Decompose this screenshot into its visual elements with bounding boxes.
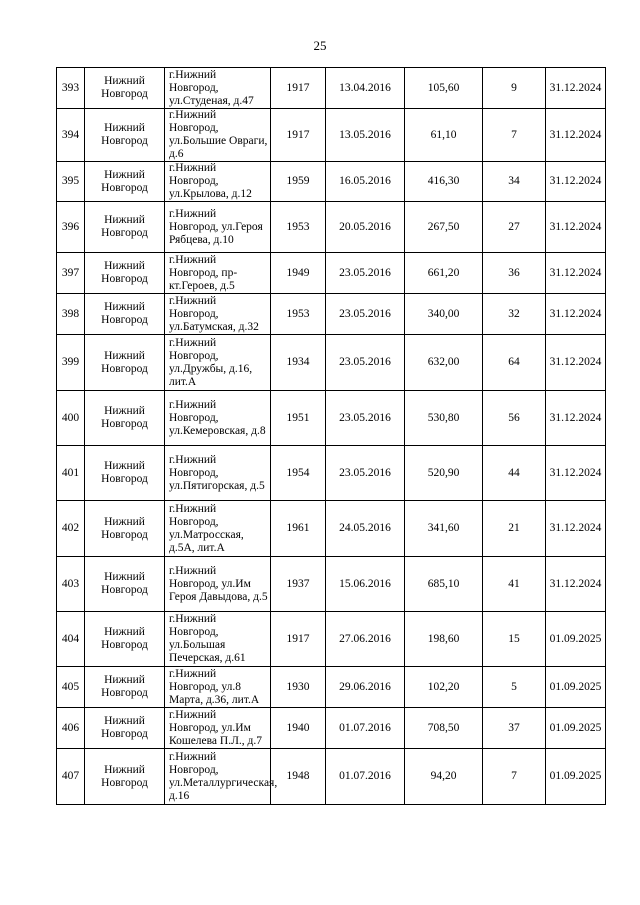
row-number-cell: 406: [57, 708, 85, 749]
area-cell: 520,90: [405, 446, 483, 501]
year-built-cell: 1940: [271, 708, 326, 749]
table-row: [57, 391, 606, 446]
year-built-cell: 1961: [271, 501, 326, 557]
table-row: [57, 446, 606, 501]
address-cell: г.Нижний Новгород, пр-кт.Героев, д.5: [165, 253, 271, 294]
date-cell: 15.06.2016: [326, 557, 405, 612]
count-cell: 7: [483, 109, 546, 162]
count-cell: 41: [483, 557, 546, 612]
city-cell: Нижний Новгород: [85, 391, 165, 446]
page-number: 25: [313, 38, 327, 53]
date-cell: 01.07.2016: [326, 749, 405, 805]
year-built-cell: 1953: [271, 202, 326, 253]
deadline-cell: 31.12.2024: [546, 162, 606, 202]
area-cell: 198,60: [405, 612, 483, 667]
count-cell: 21: [483, 501, 546, 557]
city-cell: Нижний Новгород: [85, 109, 165, 162]
date-cell: 23.05.2016: [326, 294, 405, 335]
address-cell: г.Нижний Новгород, ул.Крылова, д.12: [165, 162, 271, 202]
table-row: [57, 501, 606, 557]
count-cell: 64: [483, 335, 546, 391]
row-number-cell: 402: [57, 501, 85, 557]
year-built-cell: 1951: [271, 391, 326, 446]
table-row: [57, 557, 606, 612]
table-row: [57, 68, 606, 109]
deadline-cell: 01.09.2025: [546, 708, 606, 749]
year-built-cell: 1948: [271, 749, 326, 805]
table-row: [57, 667, 606, 708]
row-number-cell: 407: [57, 749, 85, 805]
row-number-cell: 393: [57, 68, 85, 109]
address-cell: г.Нижний Новгород, ул.Студеная, д.47: [165, 68, 271, 109]
address-cell: г.Нижний Новгород, ул.Героя Рябцева, д.10: [165, 202, 271, 253]
city-cell: Нижний Новгород: [85, 501, 165, 557]
count-cell: 56: [483, 391, 546, 446]
table-row: [57, 335, 606, 391]
year-built-cell: 1959: [271, 162, 326, 202]
deadline-cell: 31.12.2024: [546, 202, 606, 253]
deadline-cell: 31.12.2024: [546, 446, 606, 501]
area-cell: 102,20: [405, 667, 483, 708]
row-number-cell: 404: [57, 612, 85, 667]
deadline-cell: 31.12.2024: [546, 501, 606, 557]
area-cell: 341,60: [405, 501, 483, 557]
city-cell: Нижний Новгород: [85, 335, 165, 391]
year-built-cell: 1917: [271, 68, 326, 109]
area-cell: 708,50: [405, 708, 483, 749]
date-cell: 23.05.2016: [326, 335, 405, 391]
count-cell: 32: [483, 294, 546, 335]
count-cell: 34: [483, 162, 546, 202]
date-cell: 13.05.2016: [326, 109, 405, 162]
count-cell: 36: [483, 253, 546, 294]
city-cell: Нижний Новгород: [85, 162, 165, 202]
address-cell: г.Нижний Новгород, ул.Кемеровская, д.8: [165, 391, 271, 446]
address-cell: г.Нижний Новгород, ул.Им Кошелева П.Л., д.7: [165, 708, 271, 749]
count-cell: 44: [483, 446, 546, 501]
date-cell: 23.05.2016: [326, 446, 405, 501]
year-built-cell: 1937: [271, 557, 326, 612]
year-built-cell: 1954: [271, 446, 326, 501]
city-cell: Нижний Новгород: [85, 557, 165, 612]
date-cell: 29.06.2016: [326, 667, 405, 708]
address-cell: г.Нижний Новгород, ул.Дружбы, д.16, лит.А: [165, 335, 271, 391]
date-cell: 01.07.2016: [326, 708, 405, 749]
table-row: [57, 749, 606, 805]
deadline-cell: 31.12.2024: [546, 253, 606, 294]
year-built-cell: 1917: [271, 109, 326, 162]
city-cell: Нижний Новгород: [85, 202, 165, 253]
table-row: [57, 612, 606, 667]
address-cell: г.Нижний Новгород, ул.8 Марта, д.36, лит.А: [165, 667, 271, 708]
city-cell: Нижний Новгород: [85, 612, 165, 667]
row-number-cell: 403: [57, 557, 85, 612]
city-cell: Нижний Новгород: [85, 294, 165, 335]
count-cell: 37: [483, 708, 546, 749]
deadline-cell: 31.12.2024: [546, 391, 606, 446]
area-cell: 661,20: [405, 253, 483, 294]
city-cell: Нижний Новгород: [85, 68, 165, 109]
deadline-cell: 01.09.2025: [546, 612, 606, 667]
year-built-cell: 1917: [271, 612, 326, 667]
area-cell: 61,10: [405, 109, 483, 162]
area-cell: 632,00: [405, 335, 483, 391]
area-cell: 94,20: [405, 749, 483, 805]
address-cell: г.Нижний Новгород, ул.Металлургическая, д.16: [165, 749, 271, 805]
table-row: [57, 253, 606, 294]
deadline-cell: 31.12.2024: [546, 68, 606, 109]
table-row: [57, 294, 606, 335]
city-cell: Нижний Новгород: [85, 446, 165, 501]
row-number-cell: 405: [57, 667, 85, 708]
deadline-cell: 31.12.2024: [546, 557, 606, 612]
date-cell: 13.04.2016: [326, 68, 405, 109]
row-number-cell: 401: [57, 446, 85, 501]
deadline-cell: 01.09.2025: [546, 749, 606, 805]
date-cell: 20.05.2016: [326, 202, 405, 253]
year-built-cell: 1934: [271, 335, 326, 391]
table-row: [57, 109, 606, 162]
area-cell: 267,50: [405, 202, 483, 253]
address-cell: г.Нижний Новгород, ул.Большие Овраги, д.6: [165, 109, 271, 162]
date-cell: 23.05.2016: [326, 253, 405, 294]
area-cell: 416,30: [405, 162, 483, 202]
deadline-cell: 01.09.2025: [546, 667, 606, 708]
housing-registry-table: [56, 67, 606, 805]
count-cell: 7: [483, 749, 546, 805]
date-cell: 16.05.2016: [326, 162, 405, 202]
row-number-cell: 397: [57, 253, 85, 294]
row-number-cell: 394: [57, 109, 85, 162]
count-cell: 9: [483, 68, 546, 109]
year-built-cell: 1949: [271, 253, 326, 294]
city-cell: Нижний Новгород: [85, 708, 165, 749]
year-built-cell: 1930: [271, 667, 326, 708]
address-cell: г.Нижний Новгород, ул.Пятигорская, д.5: [165, 446, 271, 501]
date-cell: 23.05.2016: [326, 391, 405, 446]
city-cell: Нижний Новгород: [85, 749, 165, 805]
date-cell: 27.06.2016: [326, 612, 405, 667]
address-cell: г.Нижний Новгород, ул.Матросская, д.5А, лит.А: [165, 501, 271, 557]
date-cell: 24.05.2016: [326, 501, 405, 557]
table-row: [57, 708, 606, 749]
area-cell: 340,00: [405, 294, 483, 335]
deadline-cell: 31.12.2024: [546, 109, 606, 162]
area-cell: 105,60: [405, 68, 483, 109]
table-row: [57, 162, 606, 202]
row-number-cell: 396: [57, 202, 85, 253]
address-cell: г.Нижний Новгород, ул.Батумская, д.32: [165, 294, 271, 335]
city-cell: Нижний Новгород: [85, 253, 165, 294]
city-cell: Нижний Новгород: [85, 667, 165, 708]
deadline-cell: 31.12.2024: [546, 294, 606, 335]
deadline-cell: 31.12.2024: [546, 335, 606, 391]
area-cell: 685,10: [405, 557, 483, 612]
count-cell: 15: [483, 612, 546, 667]
row-number-cell: 398: [57, 294, 85, 335]
row-number-cell: 399: [57, 335, 85, 391]
area-cell: 530,80: [405, 391, 483, 446]
address-cell: г.Нижний Новгород, ул.Им Героя Давыдова, д.5: [165, 557, 271, 612]
count-cell: 5: [483, 667, 546, 708]
table-row: [57, 202, 606, 253]
row-number-cell: 400: [57, 391, 85, 446]
count-cell: 27: [483, 202, 546, 253]
address-cell: г.Нижний Новгород, ул.Большая Печерская, д.61: [165, 612, 271, 667]
row-number-cell: 395: [57, 162, 85, 202]
year-built-cell: 1953: [271, 294, 326, 335]
